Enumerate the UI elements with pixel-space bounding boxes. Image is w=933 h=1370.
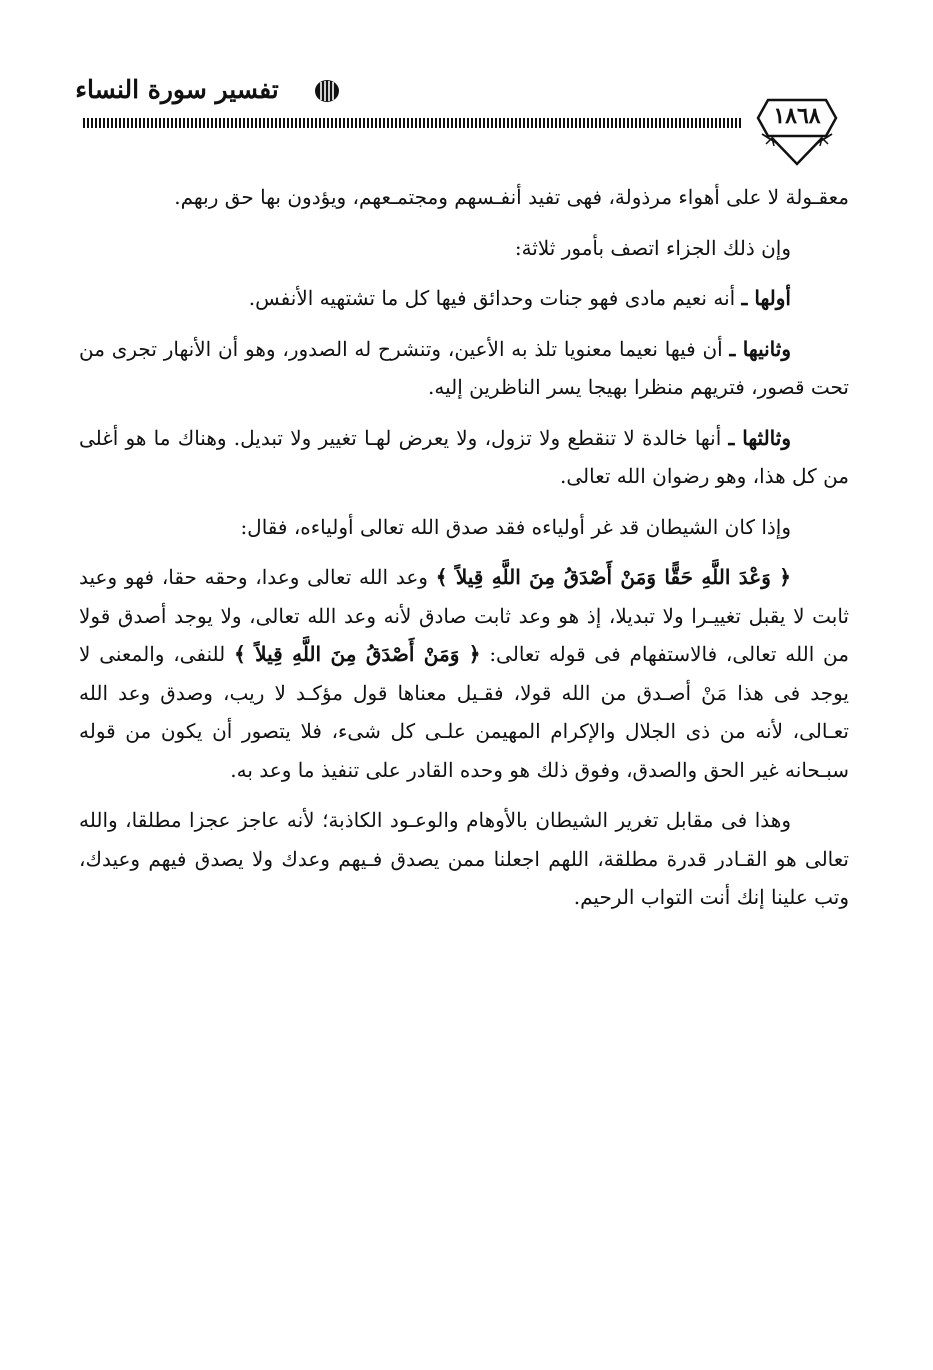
paragraph: معقـولة لا على أهواء مرذولة، فهى تفيد أنفـسهم ومجتمـعهم، ويؤدون بها حق ربهم.	[174, 185, 849, 209]
page-number: ١٨٦٨	[773, 103, 821, 129]
quran-verse: ﴿ وَمَنْ أَصْدَقُ مِنَ اللَّهِ قِيلاً ﴾	[234, 642, 481, 666]
page-body	[79, 178, 849, 929]
ornament-icon	[312, 76, 342, 106]
paragraph	[79, 279, 849, 318]
running-title: تفسير سورة النساء	[75, 75, 279, 104]
paragraph-text: أنه نعيم مادى فهو جنات وحدائق فيها كل ما تشتهيه الأنفس.	[248, 286, 742, 310]
paragraph: وإن ذلك الجزاء اتصف بأمور ثلاثة:	[514, 235, 791, 260]
paragraph-lead: وثالثها ـ	[728, 425, 791, 450]
paragraph-lead: أولها ـ	[741, 286, 791, 310]
paragraph-text: أن فيها نعيما معنويا تلذ به الأعين، وتنشرح له الصدور، وهو أن الأنهار تجرى من تحت قصور، فتريهم منظرا بهيجا يسر الناظرين إليه.	[79, 336, 849, 399]
paragraph-text: وعد الله تعالى وعدا، وحقه حقا، فهو وعيد ثابت لا يقبل تغييـرا ولا تبديلا، إذ هو وعد ثابت صادق لأنه وعد الله تعالى، ولا يوجد أصدق قولا من الله تعالى، فالاستفهام فى قوله تعالى:	[79, 565, 849, 666]
paragraph: وإذا كان الشيطان قد غر أولياءه فقد صدق الله تعالى أولياءه، فقال:	[240, 514, 791, 539]
header-rule	[83, 118, 743, 128]
quran-verse: ﴿ وَعْدَ اللَّهِ حَقًّا وَمَنْ أَصْدَقُ مِنَ اللَّهِ قِيلاً ﴾	[435, 565, 791, 589]
paragraph	[79, 558, 849, 789]
paragraph: وهذا فى مقابل تغرير الشيطان بالأوهام والوعـود الكاذبة؛ لأنه عاجز عجزا مطلقا، والله تعالى هو القـادر قدرة مطلقة، اللهم اجعلنا ممن يصدق فـيهم وعدك ولا يصدق فيهم وعيدك، وتب علينا إنك أنت التواب الرحيم.	[79, 808, 849, 909]
paragraph	[79, 330, 849, 407]
paragraph	[79, 419, 849, 496]
paragraph-lead: وثانيها ـ	[729, 336, 791, 361]
paragraph-text: أنها خالدة لا تنقطع ولا تزول، ولا يعرض لهـا تغيير ولا تبديل. وهناك ما هو أغلى من كل هذا، وهو رضوان الله تعالى.	[79, 425, 849, 488]
paragraph-text: للنفى، والمعنى لا يوجد فى هذا مَنْ أصـدق من الله قولا، فقـيل معناها قول مؤكـد لا ريب، وصدق وعد الله تعـالى، لأنه من ذى الجلال والإكرام المهيمن علـى كل شىء، فلا يتصور أن يكون من قوله سبـحانه غير الحق والصدق، وفوق ذلك هو وحده القادر على تنفيذ ما وعد به.	[79, 642, 849, 782]
